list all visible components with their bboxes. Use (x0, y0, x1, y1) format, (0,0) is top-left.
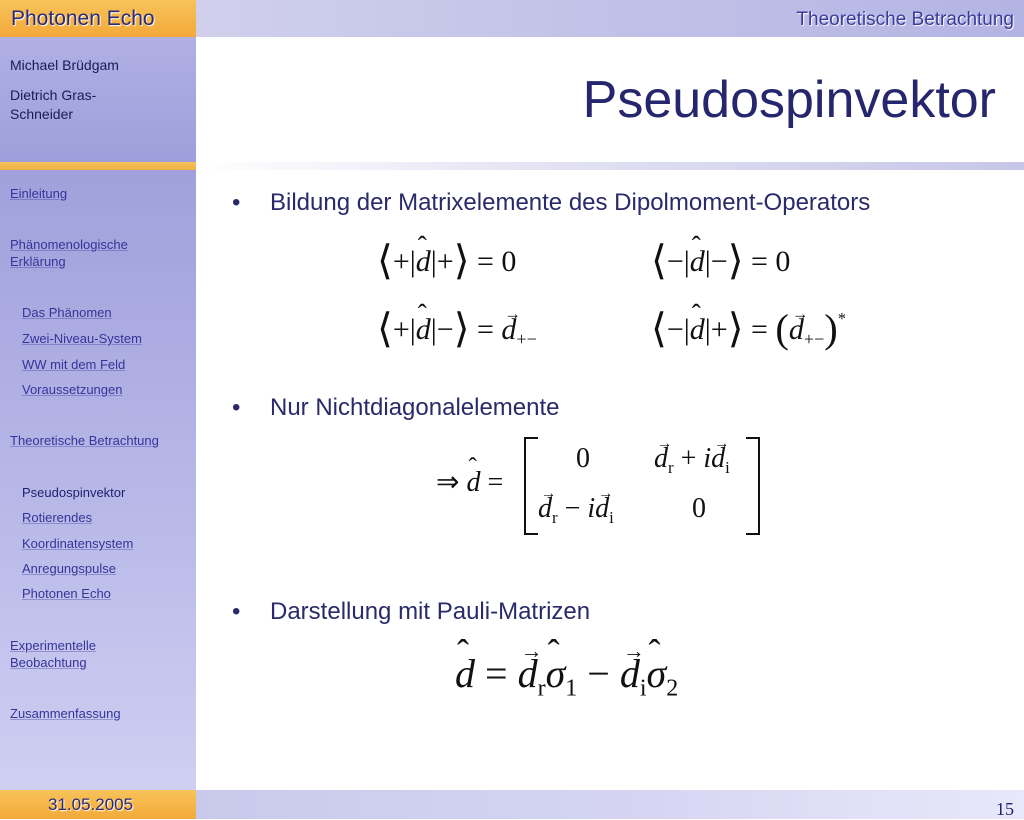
equation-plus-minus: ⟨+|ˆ d|−⟩ = → $d_{+-}$ (377, 304, 537, 352)
equation-plus-plus: ⟨+|ˆ d|+⟩ = 0 (377, 236, 516, 284)
nav-item-voraussetzungen[interactable]: Voraussetzungen (22, 382, 123, 397)
equation-minus-minus: ⟨−|ˆ d|−⟩ = 0 (651, 236, 790, 284)
nav-item-pseudospinvektor[interactable]: Pseudospinvektor (22, 485, 126, 500)
bullet-2-text: Nur Nichtdiagonalelemente (270, 394, 560, 421)
bullet-dot: • (232, 189, 241, 216)
authors-panel (0, 37, 196, 162)
bullet-2 (232, 394, 560, 422)
bullet-1 (232, 189, 870, 217)
presentation-title: Photonen Echo (11, 7, 155, 30)
nav-item-rotierendes[interactable]: Rotierendes (22, 510, 93, 525)
section-title: Theoretische Betrachtung (796, 9, 1014, 30)
author-2: Dietrich Gras-Schneider (10, 87, 97, 122)
bullet-3-text: Darstellung mit Pauli-Matrizen (270, 598, 591, 625)
matrix-cell-12: → $d_r + i\to d_i$ (654, 443, 730, 478)
nav-item-anregungspulse[interactable]: Anregungspulse (22, 561, 116, 576)
slide-title: Pseudospinvektor (582, 71, 996, 129)
nav-item-theoretische-betrachtung[interactable]: Theoretische Betrachtung (10, 433, 159, 448)
nav-item-koordinatensystem[interactable]: Koordinatensystem (22, 536, 134, 551)
matrix-right-bracket (746, 437, 760, 535)
equation-minus-plus: ⟨−|ˆ d|+⟩ = (→ $d_{+-})^*$ (651, 304, 846, 352)
nav-item-zusammenfassung[interactable]: Zusammenfassung (10, 706, 121, 721)
matrix-cell-22: 0 (692, 493, 706, 524)
nav-item-photonen-echo[interactable]: Photonen Echo (22, 586, 111, 601)
matrix-cell-11: 0 (576, 443, 590, 474)
bullet-3 (232, 598, 590, 626)
pauli-equation: ˆ d = → $d_rˆ$ $\sigma_1$ − → $d_iˆ$ $\sigma_2$ (455, 650, 678, 702)
sidebar-divider (0, 162, 196, 170)
presentation-date: 31.05.2005 (48, 795, 134, 814)
matrix-left-bracket (524, 437, 538, 535)
author-1: Michael Brüdgam (10, 57, 119, 73)
sidebar-nav (0, 170, 196, 790)
nav-item-ww-mit-dem-feld[interactable]: WW mit dem Feld (22, 357, 126, 372)
bullet-dot: • (232, 394, 241, 421)
nav-item-experimentelle-beobachtung[interactable]: Experimentelle Beobachtung (10, 638, 96, 670)
title-rule (196, 162, 1024, 170)
nav-item-einleitung[interactable]: Einleitung (10, 186, 68, 201)
nav-item-phaenomenologische-erklaerung[interactable]: Phänomenologische Erklärung (10, 237, 128, 269)
page-number: 15 (996, 799, 1014, 819)
nav-item-zwei-niveau-system[interactable]: Zwei-Niveau-System (22, 331, 142, 346)
dipole-matrix (436, 435, 766, 535)
bullet-1-text: Bildung der Matrixelemente des Dipolmoment-Operators (270, 189, 871, 216)
matrix-cell-21: → $d_r - i\to d_i$ (538, 493, 614, 528)
nav-item-das-phaenomen[interactable]: Das Phänomen (22, 305, 112, 320)
bullet-dot: • (232, 598, 241, 625)
matrix-lhs: ⇒ ˆ d = (436, 465, 503, 499)
